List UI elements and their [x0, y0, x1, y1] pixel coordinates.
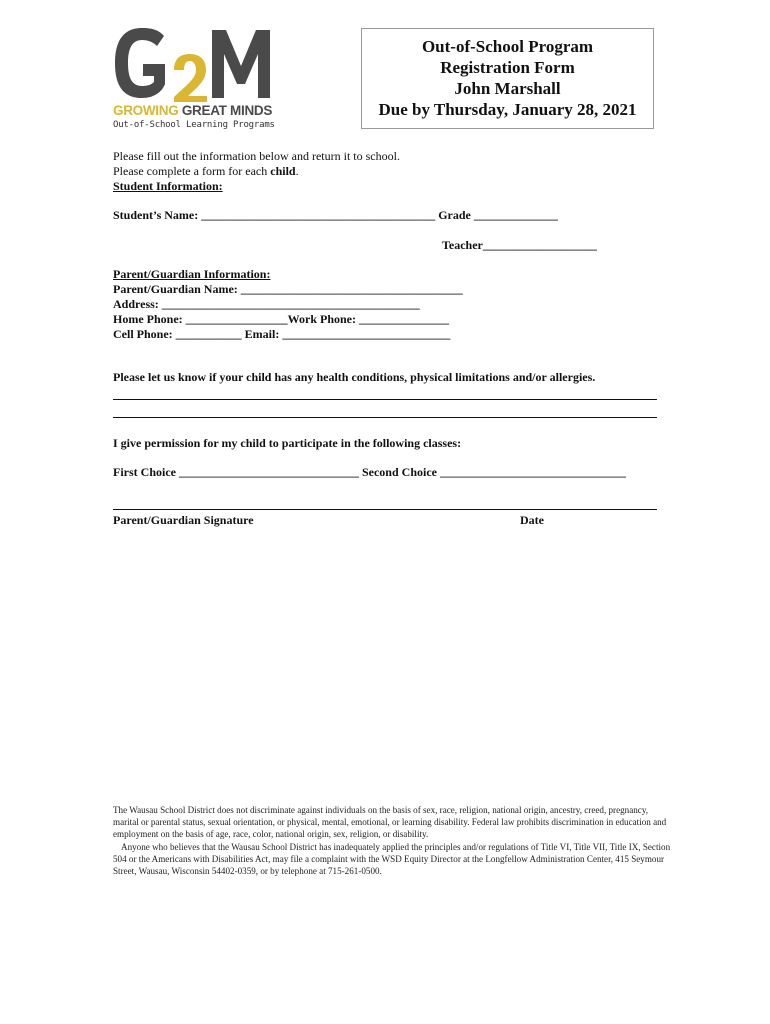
logo-tagline-great-minds: GREAT MINDS — [181, 103, 273, 118]
cell-email-fields[interactable]: Cell Phone: ___________ Email: ____________________________ — [113, 327, 451, 341]
title-line-program: Out-of-School Program — [421, 37, 594, 56]
parent-name-field[interactable]: Parent/Guardian Name: _____________________________________ — [113, 282, 463, 296]
notice-paragraph-2: Anyone who believes that the Wausau School District has inadequately applied the principles and/or regulations of Title VI, Title VII, Title IX, Section 504 or the Americans with Disabilities Act, may file a complaint with the WSD Equity Director at the Longfellow Administration Center, 415 Seymour Street, Wausau, Wisconsin 54402-0359, or by telephone at 715-261-0500. — [113, 841, 671, 877]
notice-paragraph-1: The Wausau School District does not discriminate against individuals on the basis of sex, race, religion, national origin, ancestry, creed, pregnancy, marital or parental status, sexual orientation, or physical, mental, emotional, or learning disability. Federal law prohibits discrimination in education and employment on the basis of age, race, color, national origin, sex, religion, or disability. — [113, 805, 667, 840]
nondiscrimination-notice — [113, 804, 673, 877]
form-title-box — [361, 28, 654, 129]
signature-line[interactable] — [113, 509, 657, 510]
intro-per-child-prefix: Please complete a form for each — [113, 164, 271, 178]
logo-subtitle: Out-of-School Learning Programs — [113, 120, 275, 130]
address-field[interactable]: Address: ___________________________________________ — [113, 297, 420, 311]
signature-label: Parent/Guardian Signature — [113, 513, 254, 527]
date-label: Date — [520, 513, 544, 527]
logo-tagline-growing: GROWING — [113, 103, 179, 118]
student-name-grade-field[interactable]: Student’s Name: _______________________________________ Grade ______________ — [113, 208, 558, 222]
teacher-field[interactable]: Teacher___________________ — [442, 238, 597, 252]
intro-per-child — [113, 164, 299, 179]
class-choices-field[interactable]: First Choice ______________________________ Second Choice _______________________________ — [113, 465, 626, 479]
logo-tagline — [113, 103, 272, 118]
health-answer-line-1[interactable] — [113, 399, 657, 400]
intro-per-child-suffix: . — [295, 164, 299, 178]
intro-per-child-bold: child — [270, 164, 296, 178]
g2m-logo — [112, 26, 282, 134]
health-question: Please let us know if your child has any health conditions, physical limitations and/or allergies. — [113, 370, 596, 384]
title-line-school: John Marshall — [454, 79, 561, 98]
parent-info-heading: Parent/Guardian Information: — [113, 267, 271, 281]
student-info-heading: Student Information: — [113, 179, 223, 193]
intro-instruction: Please fill out the information below and return it to school. — [113, 149, 400, 163]
health-answer-line-2[interactable] — [113, 417, 657, 418]
title-line-due-date: Due by Thursday, January 28, 2021 — [378, 100, 637, 119]
phone-fields[interactable]: Home Phone: _________________Work Phone: _______________ — [113, 312, 449, 326]
permission-statement: I give permission for my child to participate in the following classes: — [113, 436, 462, 450]
title-line-form: Registration Form — [440, 58, 575, 77]
g2m-logo-mark — [112, 26, 282, 102]
